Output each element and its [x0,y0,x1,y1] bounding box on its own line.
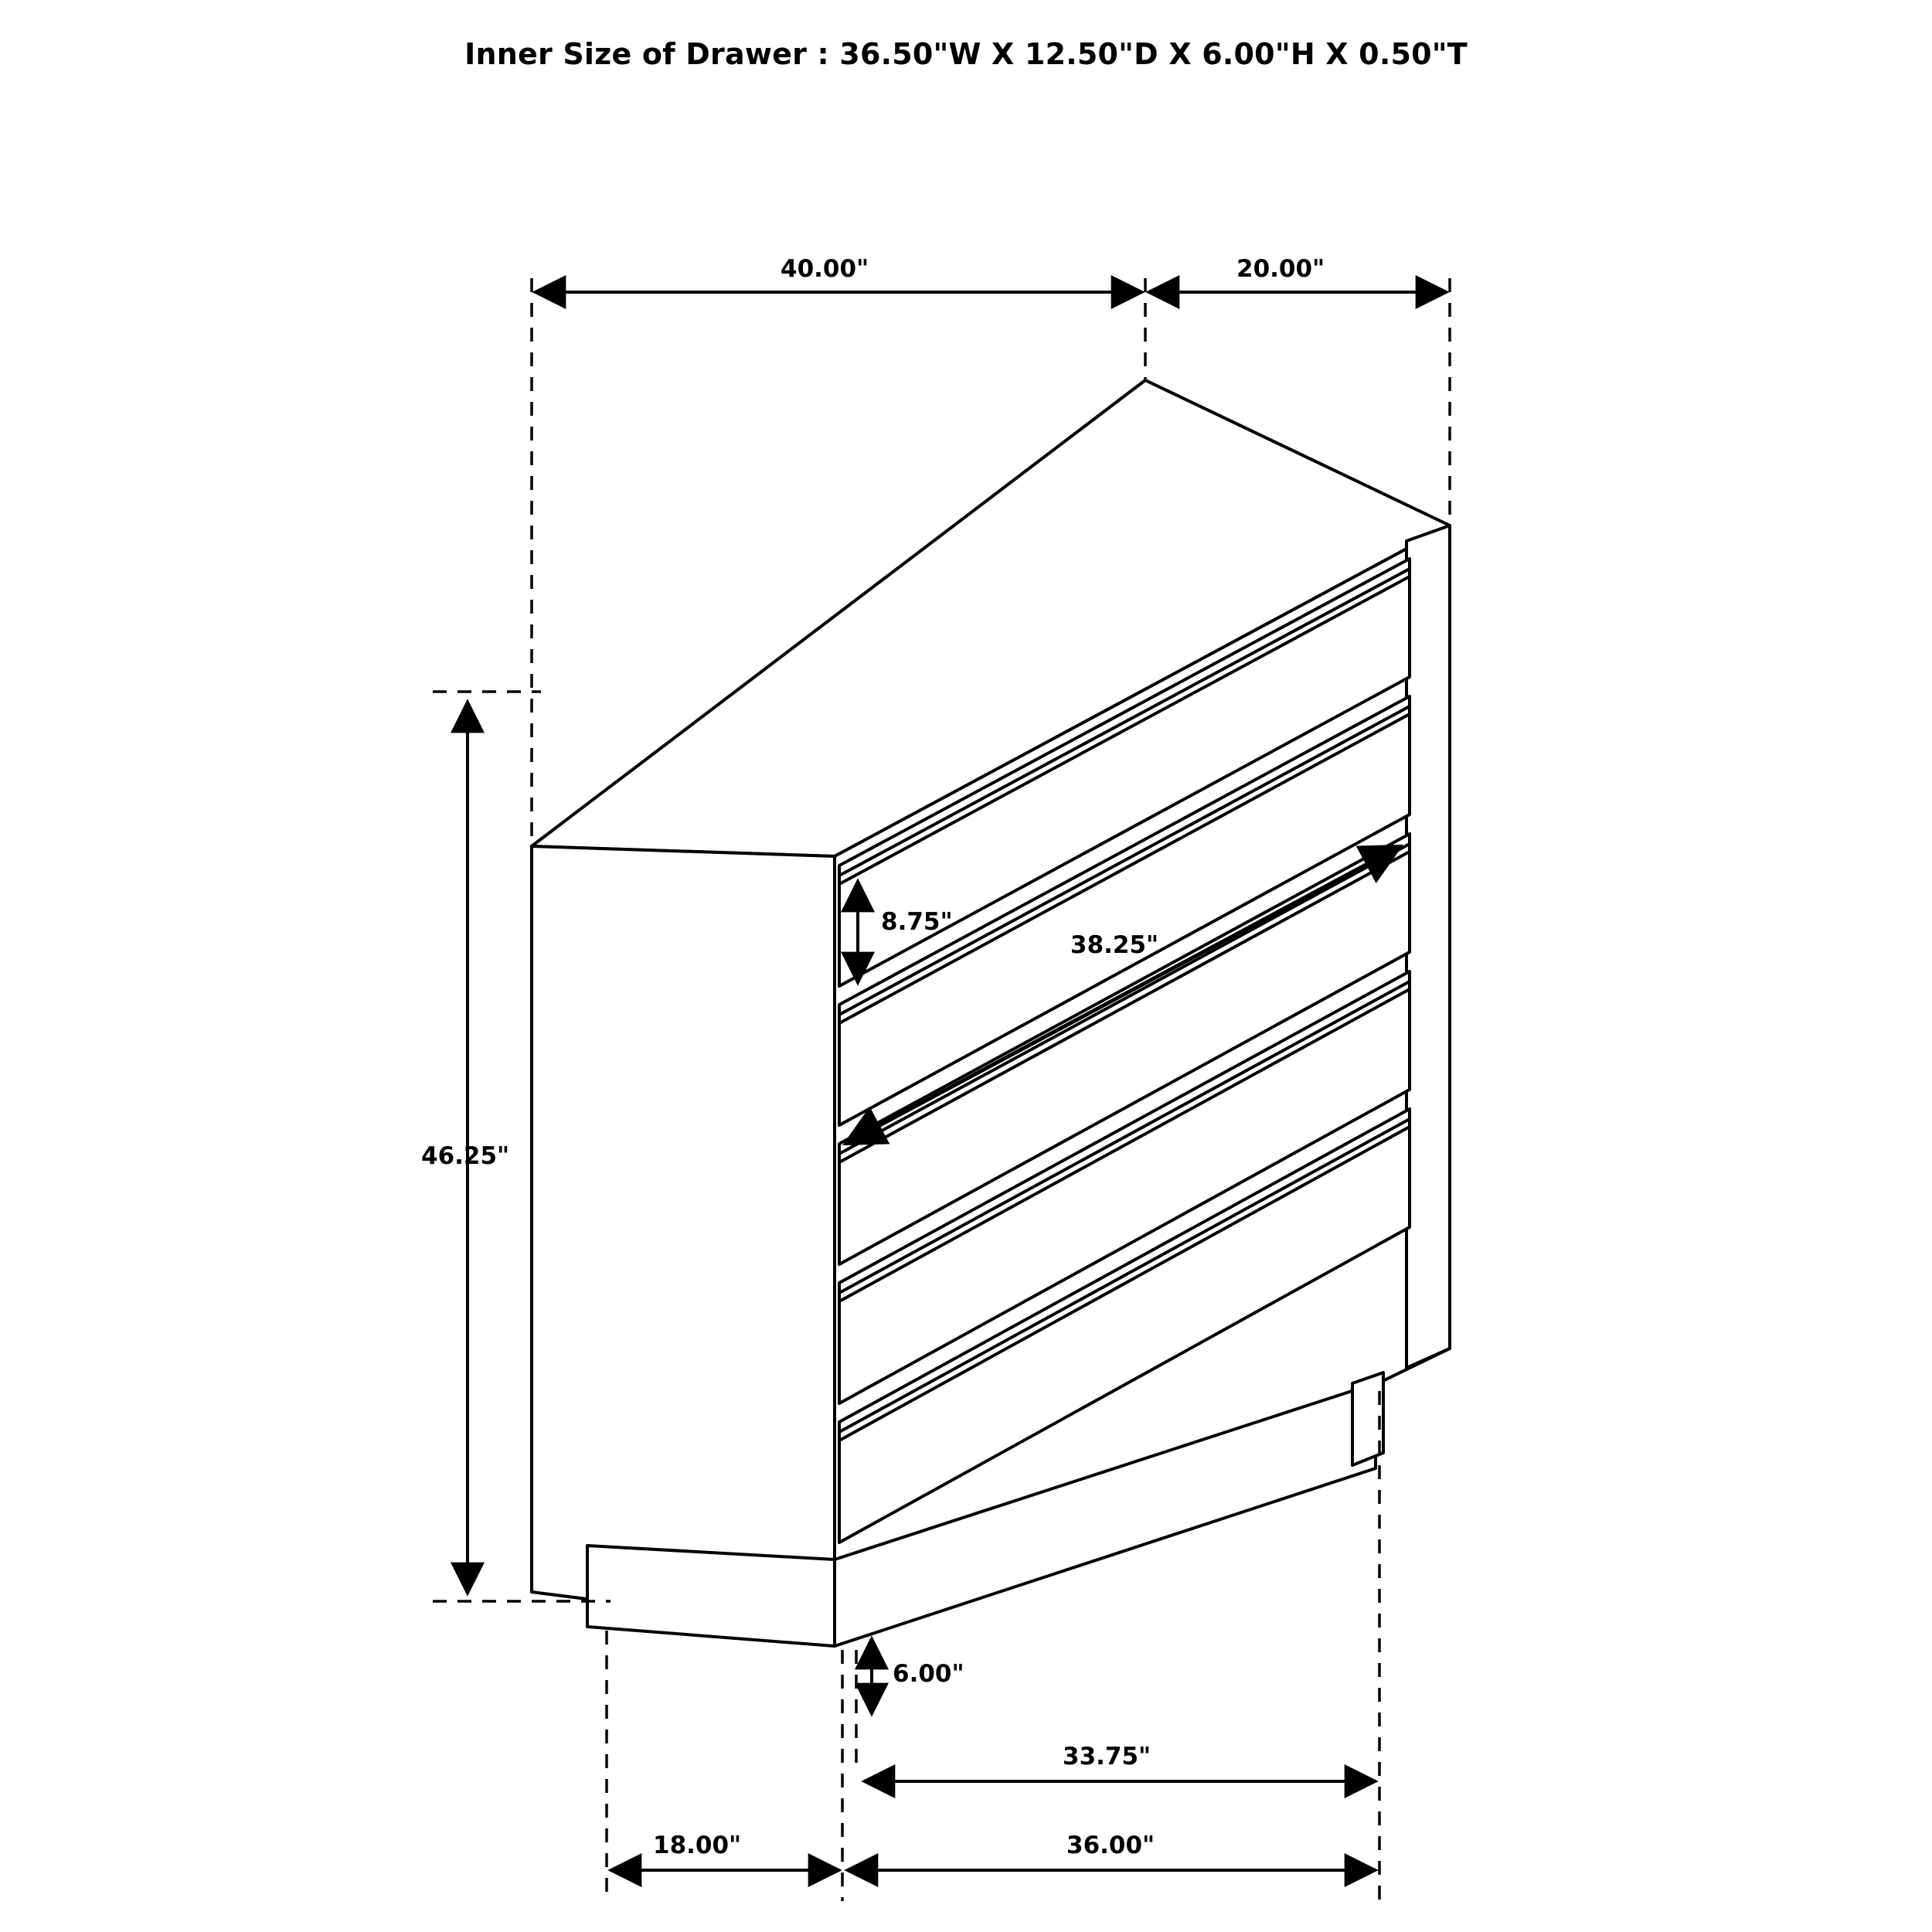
label-leg-span: 33.75" [1063,1743,1151,1770]
label-top-width: 40.00" [781,255,869,283]
label-top-depth: 20.00" [1236,255,1325,283]
label-drawer-width: 38.25" [1070,931,1159,959]
label-leg-height: 6.00" [893,1660,964,1688]
label-base-depth: 18.00" [653,1832,742,1859]
page-title: Inner Size of Drawer : 36.50"W X 12.50"D X 6.00"H X 0.50"T [464,37,1468,71]
label-drawer-height: 8.75" [881,908,953,936]
label-overall-height: 46.25" [421,1142,510,1170]
label-base-width: 36.00" [1066,1832,1155,1859]
